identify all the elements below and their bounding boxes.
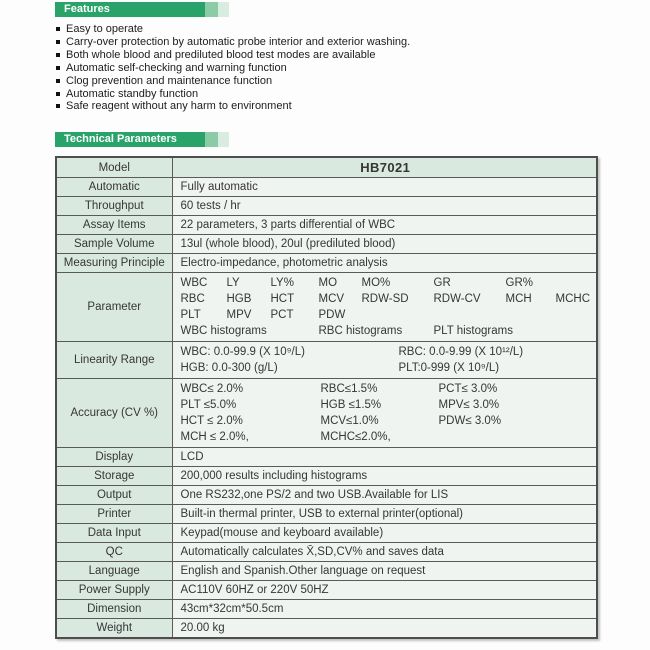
- row-value: English and Spanish.Other language on request: [172, 562, 597, 581]
- spec-token: RBC≤1.5%: [320, 383, 378, 396]
- feature-item: [55, 88, 598, 101]
- parameter-token: MO: [318, 277, 338, 290]
- feature-item: [55, 49, 598, 62]
- spec-token: MCH ≤ 2.0%,: [180, 431, 249, 444]
- parameter-token: RDW-SD: [361, 293, 409, 306]
- row-value: 20.00 kg: [172, 619, 597, 639]
- table-row: [56, 235, 597, 254]
- parameter-token: MPV: [226, 309, 252, 322]
- spec-token: PCT≤ 3.0%: [438, 383, 498, 396]
- linearity-line: [181, 360, 591, 376]
- spec-token: MCHC≤2.0%,: [320, 431, 391, 444]
- bullet-square-icon: [56, 66, 60, 70]
- table-row-parameter: [56, 273, 597, 342]
- technical-parameters-table: [55, 156, 598, 639]
- row-label: Display: [56, 448, 172, 467]
- bullet-square-icon: [56, 40, 60, 44]
- table-row: [56, 254, 597, 273]
- row-value: Fully automatic: [172, 178, 597, 197]
- bullet-square-icon: [56, 79, 60, 83]
- header-fade-step: [205, 132, 218, 147]
- row-label: Dimension: [56, 600, 172, 619]
- row-value: 200,000 results including histograms: [172, 467, 597, 486]
- table-row: [56, 619, 597, 639]
- header-fade-step: [218, 2, 229, 17]
- parameter-token: WBC: [180, 277, 208, 290]
- row-value: [172, 342, 597, 379]
- row-label: Storage: [56, 467, 172, 486]
- feature-item: [55, 23, 598, 36]
- bullet-square-icon: [56, 104, 60, 108]
- spec-token: HGB: 0.0-300 (g/L): [180, 362, 278, 375]
- table-rows-bottom: [56, 448, 597, 639]
- parameter-token: PDW: [318, 309, 346, 322]
- row-value: 22 parameters, 3 parts differential of WBC: [172, 216, 597, 235]
- spec-token: MPV≤ 3.0%: [438, 399, 500, 412]
- feature-text: Automatic standby function: [66, 87, 199, 100]
- feature-text: Easy to operate: [66, 23, 144, 35]
- parameter-token: RDW-CV: [433, 293, 481, 306]
- row-value: Electro-impedance, photometric analysis: [172, 254, 597, 273]
- features-list: [55, 23, 598, 113]
- row-label: Accuracy (CV %): [56, 379, 172, 448]
- table-row: [56, 543, 597, 562]
- spec-token: WBC: 0.0-99.9 (X 10⁹/L): [180, 346, 305, 359]
- row-value: LCD: [172, 448, 597, 467]
- feature-text: Automatic self-checking and warning function: [66, 61, 287, 74]
- parameter-token: PLT histograms: [433, 325, 513, 338]
- table-row-linearity: [56, 342, 597, 379]
- feature-text: Carry-over protection by automatic probe interior and exterior washing.: [66, 35, 411, 48]
- parameter-line: [181, 307, 591, 323]
- linearity-line: [181, 344, 591, 360]
- table-row: [56, 486, 597, 505]
- parameter-histograms-line: [181, 323, 591, 339]
- table-rows-top: [56, 178, 597, 273]
- spec-token: PLT ≤5.0%: [180, 399, 237, 412]
- parameter-token: PCT: [270, 309, 294, 322]
- features-section-header: [55, 2, 598, 17]
- technical-parameters-section-title: Technical Parameters: [55, 132, 205, 147]
- row-value: 43cm*32cm*50.5cm: [172, 600, 597, 619]
- row-label: Data Input: [56, 524, 172, 543]
- row-label: Output: [56, 486, 172, 505]
- spec-token: WBC≤ 2.0%: [180, 383, 244, 396]
- parameter-token: PLT: [180, 309, 201, 322]
- feature-text: Both whole blood and prediluted blood test modes are available: [66, 48, 376, 61]
- row-value: Built-in thermal printer, USB to external printer(optional): [172, 505, 597, 524]
- features-section-title: Features: [55, 2, 205, 17]
- row-value: [172, 273, 597, 342]
- spec-token: RBC: 0.0-9.99 (X 10¹²/L): [398, 346, 524, 359]
- row-label: Weight: [56, 619, 172, 639]
- row-value: [172, 379, 597, 448]
- spec-token: PDW≤ 3.0%: [438, 415, 502, 428]
- accuracy-line: [181, 429, 591, 445]
- spec-token: HCT ≤ 2.0%: [180, 415, 243, 428]
- spec-token: MCV≤1.0%: [320, 415, 379, 428]
- row-label: Parameter: [56, 273, 172, 342]
- row-label: Automatic: [56, 178, 172, 197]
- table-row-accuracy: [56, 379, 597, 448]
- row-value: 60 tests / hr: [172, 197, 597, 216]
- table-row: [56, 467, 597, 486]
- spec-sheet-page: [55, 2, 598, 639]
- parameter-token: HCT: [270, 293, 295, 306]
- feature-text: Clog prevention and maintenance function: [66, 74, 273, 87]
- bullet-square-icon: [56, 92, 60, 96]
- row-value: Automatically calculates X̄,SD,CV% and saves data: [172, 543, 597, 562]
- table-row: [56, 524, 597, 543]
- parameter-token: MO%: [361, 277, 391, 290]
- row-label: Measuring Principle: [56, 254, 172, 273]
- row-label: Sample Volume: [56, 235, 172, 254]
- row-label: Printer: [56, 505, 172, 524]
- feature-item: [55, 75, 598, 88]
- table-row: [56, 581, 597, 600]
- row-label: Assay Items: [56, 216, 172, 235]
- row-label: Throughput: [56, 197, 172, 216]
- parameter-token: GR%: [505, 277, 533, 290]
- technical-parameters-section-header: [55, 132, 598, 147]
- row-label: Power Supply: [56, 581, 172, 600]
- row-label: Language: [56, 562, 172, 581]
- header-fade-step: [205, 2, 218, 17]
- table-row: [56, 197, 597, 216]
- row-value: 13ul (whole blood), 20ul (prediluted blood): [172, 235, 597, 254]
- row-value: HB7021: [172, 157, 597, 178]
- feature-item: [55, 62, 598, 75]
- feature-text: Safe reagent without any harm to environment: [66, 100, 292, 113]
- row-value: One RS232,one PS/2 and two USB.Available for LIS: [172, 486, 597, 505]
- table-row: [56, 216, 597, 235]
- row-label: QC: [56, 543, 172, 562]
- parameter-line: [181, 291, 591, 307]
- parameter-token: RBC histograms: [318, 325, 403, 338]
- row-value: AC110V 60HZ or 220V 50HZ: [172, 581, 597, 600]
- feature-item: [55, 36, 598, 49]
- table-row-model: [56, 157, 597, 178]
- row-label: Linearity Range: [56, 342, 172, 379]
- parameter-token: MCH: [505, 293, 532, 306]
- accuracy-line: [181, 381, 591, 397]
- bullet-square-icon: [56, 53, 60, 57]
- feature-item: [55, 100, 598, 113]
- table-row: [56, 505, 597, 524]
- spec-token: PLT:0-999 (X 10⁹/L): [398, 362, 500, 375]
- accuracy-line: [181, 413, 591, 429]
- table-row: [56, 178, 597, 197]
- parameter-token: MCV: [318, 293, 345, 306]
- parameter-token: WBC histograms: [180, 325, 267, 338]
- table-row: [56, 448, 597, 467]
- parameter-token: MCHC: [555, 293, 590, 306]
- row-value: Keypad(mouse and keyboard available): [172, 524, 597, 543]
- parameter-token: LY%: [270, 277, 294, 290]
- row-label: Model: [56, 157, 172, 178]
- spec-token: HGB ≤1.5%: [320, 399, 382, 412]
- table-row: [56, 600, 597, 619]
- table-row: [56, 562, 597, 581]
- accuracy-line: [181, 397, 591, 413]
- parameter-token: RBC: [180, 293, 205, 306]
- header-fade-step: [218, 132, 229, 147]
- parameter-token: LY: [226, 277, 240, 290]
- parameter-token: HGB: [226, 293, 252, 306]
- bullet-square-icon: [56, 27, 60, 31]
- parameter-line: [181, 275, 591, 291]
- parameter-token: GR: [433, 277, 451, 290]
